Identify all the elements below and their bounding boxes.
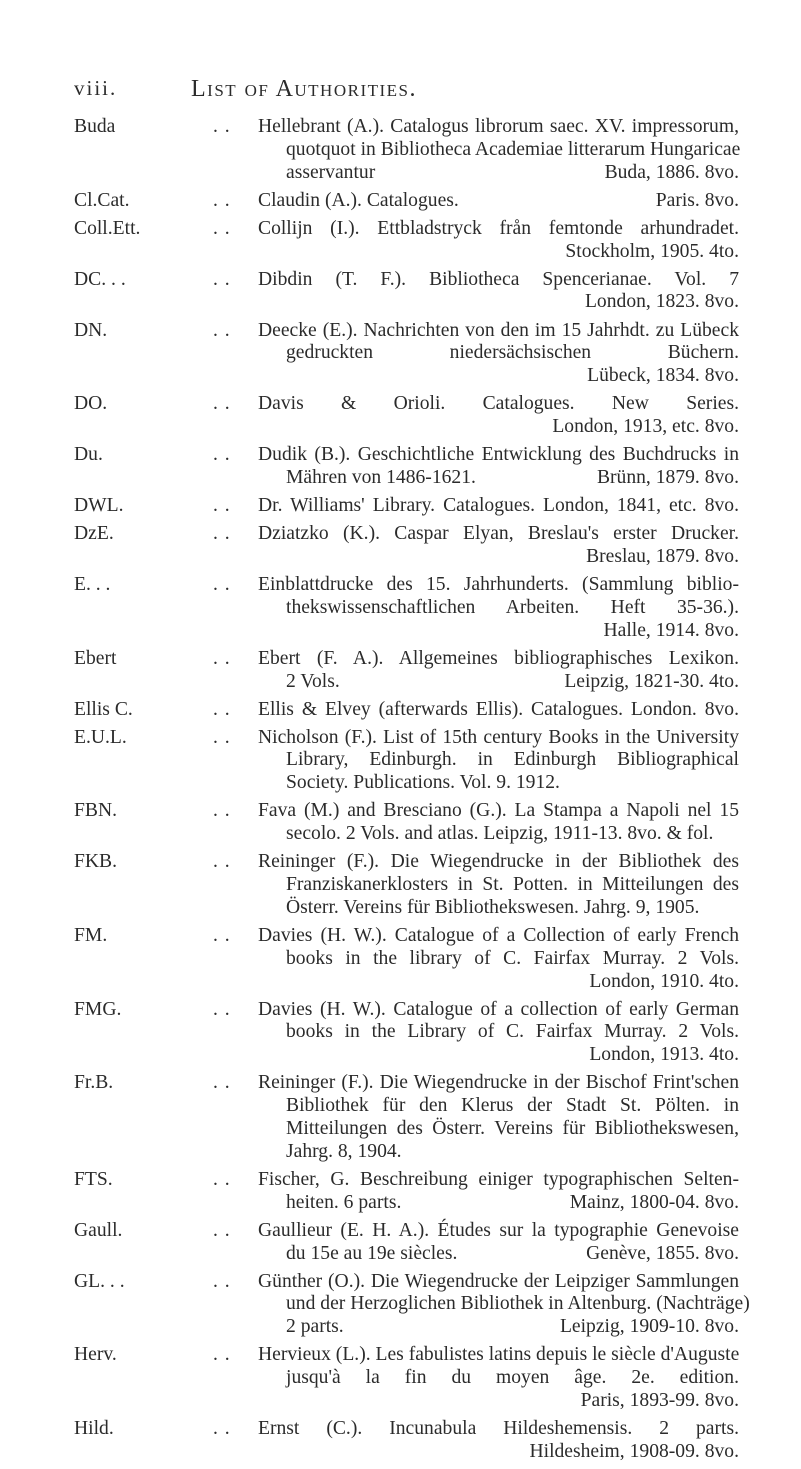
entry-leader-dots: . . (213, 1219, 231, 1241)
authority-entry (0, 999, 801, 1067)
citation-imprint: Paris, 1893-99. 8vo. (580, 1389, 739, 1411)
entry-leader-dots: . . (213, 268, 231, 290)
entry-citation (258, 925, 739, 993)
entry-abbreviation: DN. (74, 319, 108, 341)
citation-imprint: Brünn, 1879. 8vo. (596, 466, 739, 488)
citation-line: books in the library of C. Fairfax Murray. 2 Vols. (286, 947, 739, 969)
citation-line: Dziatzko (K.). Caspar Elyan, Breslau's erster Drucker. (258, 523, 739, 545)
entry-leader-dots: . . (213, 495, 231, 517)
entry-citation (258, 1270, 750, 1339)
entry-leader-dots: . . (213, 1417, 231, 1439)
authority-entry (0, 1344, 801, 1412)
citation-line (258, 671, 739, 694)
entry-citation (258, 523, 739, 569)
citation-line (258, 467, 739, 490)
citation-line: quotquot in Bibliotheca Academiae litterarum Hungaricae (286, 138, 741, 160)
citation-line: Reininger (F.). Die Wiegendrucke in der Bischof Frint'schen (258, 1072, 739, 1094)
citation-line: thekswissenschaftlichen Arbeiten. Heft 35-36.). (286, 596, 739, 618)
citation-line: Einblattdrucke des 15. Jahrhunderts. (Sammlung biblio- (258, 574, 739, 596)
entry-leader-dots: . . (213, 393, 231, 415)
citation-line: secolo. 2 Vols. and atlas. Leipzig, 1911-13. 8vo. & fol. (286, 823, 714, 845)
entry-citation (258, 444, 739, 490)
citation-line: Davis & Orioli. Catalogues. New Series. (258, 393, 739, 415)
citation-line: Hervieux (L.). Les fabulistes latins depuis le siècle d'Auguste (258, 1344, 740, 1366)
citation-line: Dr. Williams' Library. Catalogues. London, 1841, etc. 8vo. (258, 495, 739, 517)
citation-line: Collijn (I.). Ettbladstryck från femtonde arhundradet. (258, 217, 739, 239)
citation-line: Ellis & Elvey (afterwards Ellis). Catalogues. London. 8vo. (258, 698, 739, 720)
citation-line: Günther (O.). Die Wiegendrucke der Leipziger Sammlungen (258, 1270, 739, 1292)
citation-imprint: Leipzig, 1909-10. 8vo. (559, 1316, 739, 1338)
entry-citation (258, 999, 739, 1067)
citation-line: books in the Library of C. Fairfax Murray. 2 Vols. (286, 1021, 739, 1043)
page-number: viii. (74, 76, 118, 100)
citation-line: Gaullieur (E. H. A.). Études sur la typographie Genevoise (258, 1219, 739, 1241)
citation-text: du 15e au 19e siècles. (286, 1242, 458, 1264)
citation-imprint: Paris. 8vo. (655, 189, 739, 211)
citation-line: Ebert (F. A.). Allgemeines bibliographisches Lexikon. (258, 647, 739, 669)
entry-abbreviation: DC. . . (74, 268, 126, 290)
authority-entry (0, 393, 801, 439)
authority-entry (0, 116, 801, 184)
citation-imprint: Breslau, 1879. 8vo. (586, 545, 739, 567)
entry-leader-dots: . . (213, 1344, 231, 1366)
citation-line: Dudik (B.). Geschichtliche Entwicklung des Buchdrucks in (258, 444, 739, 466)
entry-citation (258, 269, 739, 315)
authority-entry (0, 523, 801, 569)
entry-leader-dots: . . (213, 523, 231, 545)
citation-text: 2 parts. (286, 1316, 344, 1338)
citation-text: heiten. 6 parts. (286, 1191, 402, 1213)
citation-line (258, 1243, 739, 1266)
authority-entry (0, 1271, 801, 1339)
entry-abbreviation: Buda (74, 116, 116, 137)
entry-abbreviation: DzE. (74, 523, 114, 545)
citation-imprint: Halle, 1914. 8vo. (603, 619, 739, 641)
citation-imprint: London, 1823. 8vo. (584, 291, 739, 313)
entry-abbreviation: Hild. (74, 1417, 114, 1439)
citation-line: Österr. Vereins für Bibliothekswesen. Jahrg. 9, 1905. (286, 896, 700, 918)
entry-abbreviation: Herv. (74, 1344, 117, 1366)
citation-line: und der Herzoglichen Bibliothek in Altenburg. (Nachträge) (286, 1293, 750, 1315)
entry-citation (258, 648, 739, 694)
entry-abbreviation: Gaull. (74, 1219, 123, 1241)
entry-citation (258, 190, 739, 213)
authority-entry (0, 1418, 801, 1464)
citation-line: Fava (M.) and Bresciano (G.). La Stampa a Napoli nel 15 (258, 800, 739, 822)
citation-imprint: Leipzig, 1821-30. 4to. (564, 670, 739, 692)
authority-entry (0, 699, 801, 722)
authority-entry (0, 574, 801, 642)
authority-entry (0, 1169, 801, 1215)
citation-line: Deecke (E.). Nachrichten von den im 15 Jahrhdt. zu Lübeck (258, 319, 739, 341)
entry-abbreviation: Fr.B. (74, 1072, 114, 1094)
citation-line (258, 1316, 739, 1339)
entry-citation (258, 116, 739, 184)
citation-line: Dibdin (T. F.). Bibliotheca Spencerianae. Vol. 7 (258, 268, 739, 290)
entry-abbreviation: FTS. (74, 1168, 113, 1190)
entry-citation (258, 1344, 739, 1412)
entry-abbreviation: E.U.L. (74, 726, 127, 748)
entry-abbreviation: FM. (74, 924, 108, 946)
citation-line: Ernst (C.). Incunabula Hildeshemensis. 2 parts. (258, 1417, 739, 1439)
entry-abbreviation: Du. (74, 444, 103, 466)
entry-leader-dots: . . (213, 319, 231, 341)
citation-line: Hellebrant (A.). Catalogus librorum saec. XV. impressorum, (258, 116, 739, 137)
citation-line: Library, Edinburgh. in Edinburgh Bibliographical (286, 749, 739, 771)
citation-imprint: London, 1913. 4to. (589, 1044, 739, 1066)
page-title: List of Authorities. (191, 76, 417, 102)
authority-entry (0, 320, 801, 388)
citation-imprint: Lübeck, 1834. 8vo. (587, 365, 739, 387)
entry-abbreviation: E. . . (74, 574, 111, 596)
running-header (0, 76, 801, 106)
authority-entry (0, 1072, 801, 1163)
citation-imprint: Hildesheim, 1908-09. 8vo. (529, 1440, 739, 1462)
entry-citation (258, 800, 739, 846)
entry-leader-dots: . . (213, 1270, 231, 1292)
citation-line: Davies (H. W.). Catalogue of a Collection of early French (258, 924, 739, 946)
entry-abbreviation: GL. . . (74, 1270, 125, 1292)
entry-abbreviation: FKB. (74, 851, 118, 873)
citation-line: Mitteilungen des Österr. Vereins für Bibliothekswesen, (286, 1117, 739, 1139)
authority-entry (0, 269, 801, 315)
entry-leader-dots: . . (213, 1072, 231, 1094)
authorities-list (0, 116, 801, 1469)
entry-citation (258, 218, 739, 264)
citation-line: Nicholson (F.). List of 15th century Books in the University (258, 726, 739, 748)
authority-entry (0, 648, 801, 694)
citation-imprint: Genève, 1855. 8vo. (586, 1242, 739, 1264)
entry-abbreviation: DWL. (74, 495, 124, 517)
citation-line: Franziskanerklosters in St. Potten. in Mitteilungen des (286, 874, 739, 896)
entry-citation (258, 1072, 739, 1163)
citation-line (258, 162, 739, 185)
entry-citation (258, 1220, 739, 1266)
entry-leader-dots: . . (213, 189, 231, 211)
entry-leader-dots: . . (213, 924, 231, 946)
entry-abbreviation: Cl.Cat. (74, 189, 130, 211)
authority-entry (0, 727, 801, 795)
citation-line: Fischer, G. Beschreibung einiger typographischen Selten- (258, 1168, 739, 1190)
entry-citation (258, 1418, 739, 1464)
entry-abbreviation: FBN. (74, 800, 118, 822)
entry-citation (258, 727, 739, 795)
citation-imprint: London, 1913, etc. 8vo. (552, 416, 739, 438)
entry-abbreviation: Coll.Ett. (74, 217, 141, 239)
entry-abbreviation: Ebert (74, 647, 117, 669)
entry-leader-dots: . . (213, 998, 231, 1020)
citation-imprint: Stockholm, 1905. 4to. (565, 240, 739, 262)
authority-entry (0, 495, 801, 518)
authority-entry (0, 851, 801, 919)
entry-leader-dots: . . (213, 1168, 231, 1190)
entry-citation (258, 393, 739, 439)
citation-line: gedruckten niedersächsischen Büchern. (286, 342, 739, 364)
authority-entry (0, 1220, 801, 1266)
entry-leader-dots: . . (213, 851, 231, 873)
citation-text: 2 Vols. (286, 670, 340, 692)
citation-text: Claudin (A.). Catalogues. (258, 189, 459, 211)
citation-imprint: London, 1910. 4to. (589, 970, 739, 992)
citation-line: jusqu'à la fin du moyen âge. 2e. edition. (286, 1367, 739, 1389)
entry-citation (258, 574, 739, 642)
entry-citation (258, 699, 739, 722)
entry-leader-dots: . . (213, 698, 231, 720)
entry-citation (258, 320, 739, 388)
entry-leader-dots: . . (213, 116, 231, 137)
entry-leader-dots: . . (213, 444, 231, 466)
citation-line: Reininger (F.). Die Wiegendrucke in der Bibliothek des (258, 851, 739, 873)
entry-leader-dots: . . (213, 217, 231, 239)
entry-citation (258, 495, 739, 518)
authority-entry (0, 444, 801, 490)
citation-line: Davies (H. W.). Catalogue of a collection of early German (258, 998, 739, 1020)
entry-abbreviation: FMG. (74, 998, 122, 1020)
citation-line: Society. Publications. Vol. 9. 1912. (286, 772, 560, 794)
citation-imprint: Buda, 1886. 8vo. (604, 161, 739, 183)
citation-text: Mähren von 1486-1621. (286, 466, 476, 488)
entry-citation (258, 851, 739, 919)
citation-text: asservantur (286, 161, 376, 183)
citation-line: Bibliothek für den Klerus der Stadt St. Pölten. in (286, 1095, 739, 1117)
entry-abbreviation: Ellis C. (74, 698, 133, 720)
citation-line (258, 190, 739, 213)
entry-citation (258, 1169, 739, 1215)
authority-entry (0, 190, 801, 213)
authority-entry (0, 218, 801, 264)
authority-entry (0, 800, 801, 846)
authority-entry (0, 925, 801, 993)
citation-line (258, 1192, 739, 1215)
citation-imprint: Mainz, 1800-04. 8vo. (569, 1191, 739, 1213)
entry-leader-dots: . . (213, 800, 231, 822)
entry-abbreviation: DO. (74, 393, 108, 415)
entry-leader-dots: . . (213, 574, 231, 596)
entry-leader-dots: . . (213, 647, 231, 669)
citation-line: Jahrg. 8, 1904. (286, 1140, 402, 1162)
entry-leader-dots: . . (213, 726, 231, 748)
